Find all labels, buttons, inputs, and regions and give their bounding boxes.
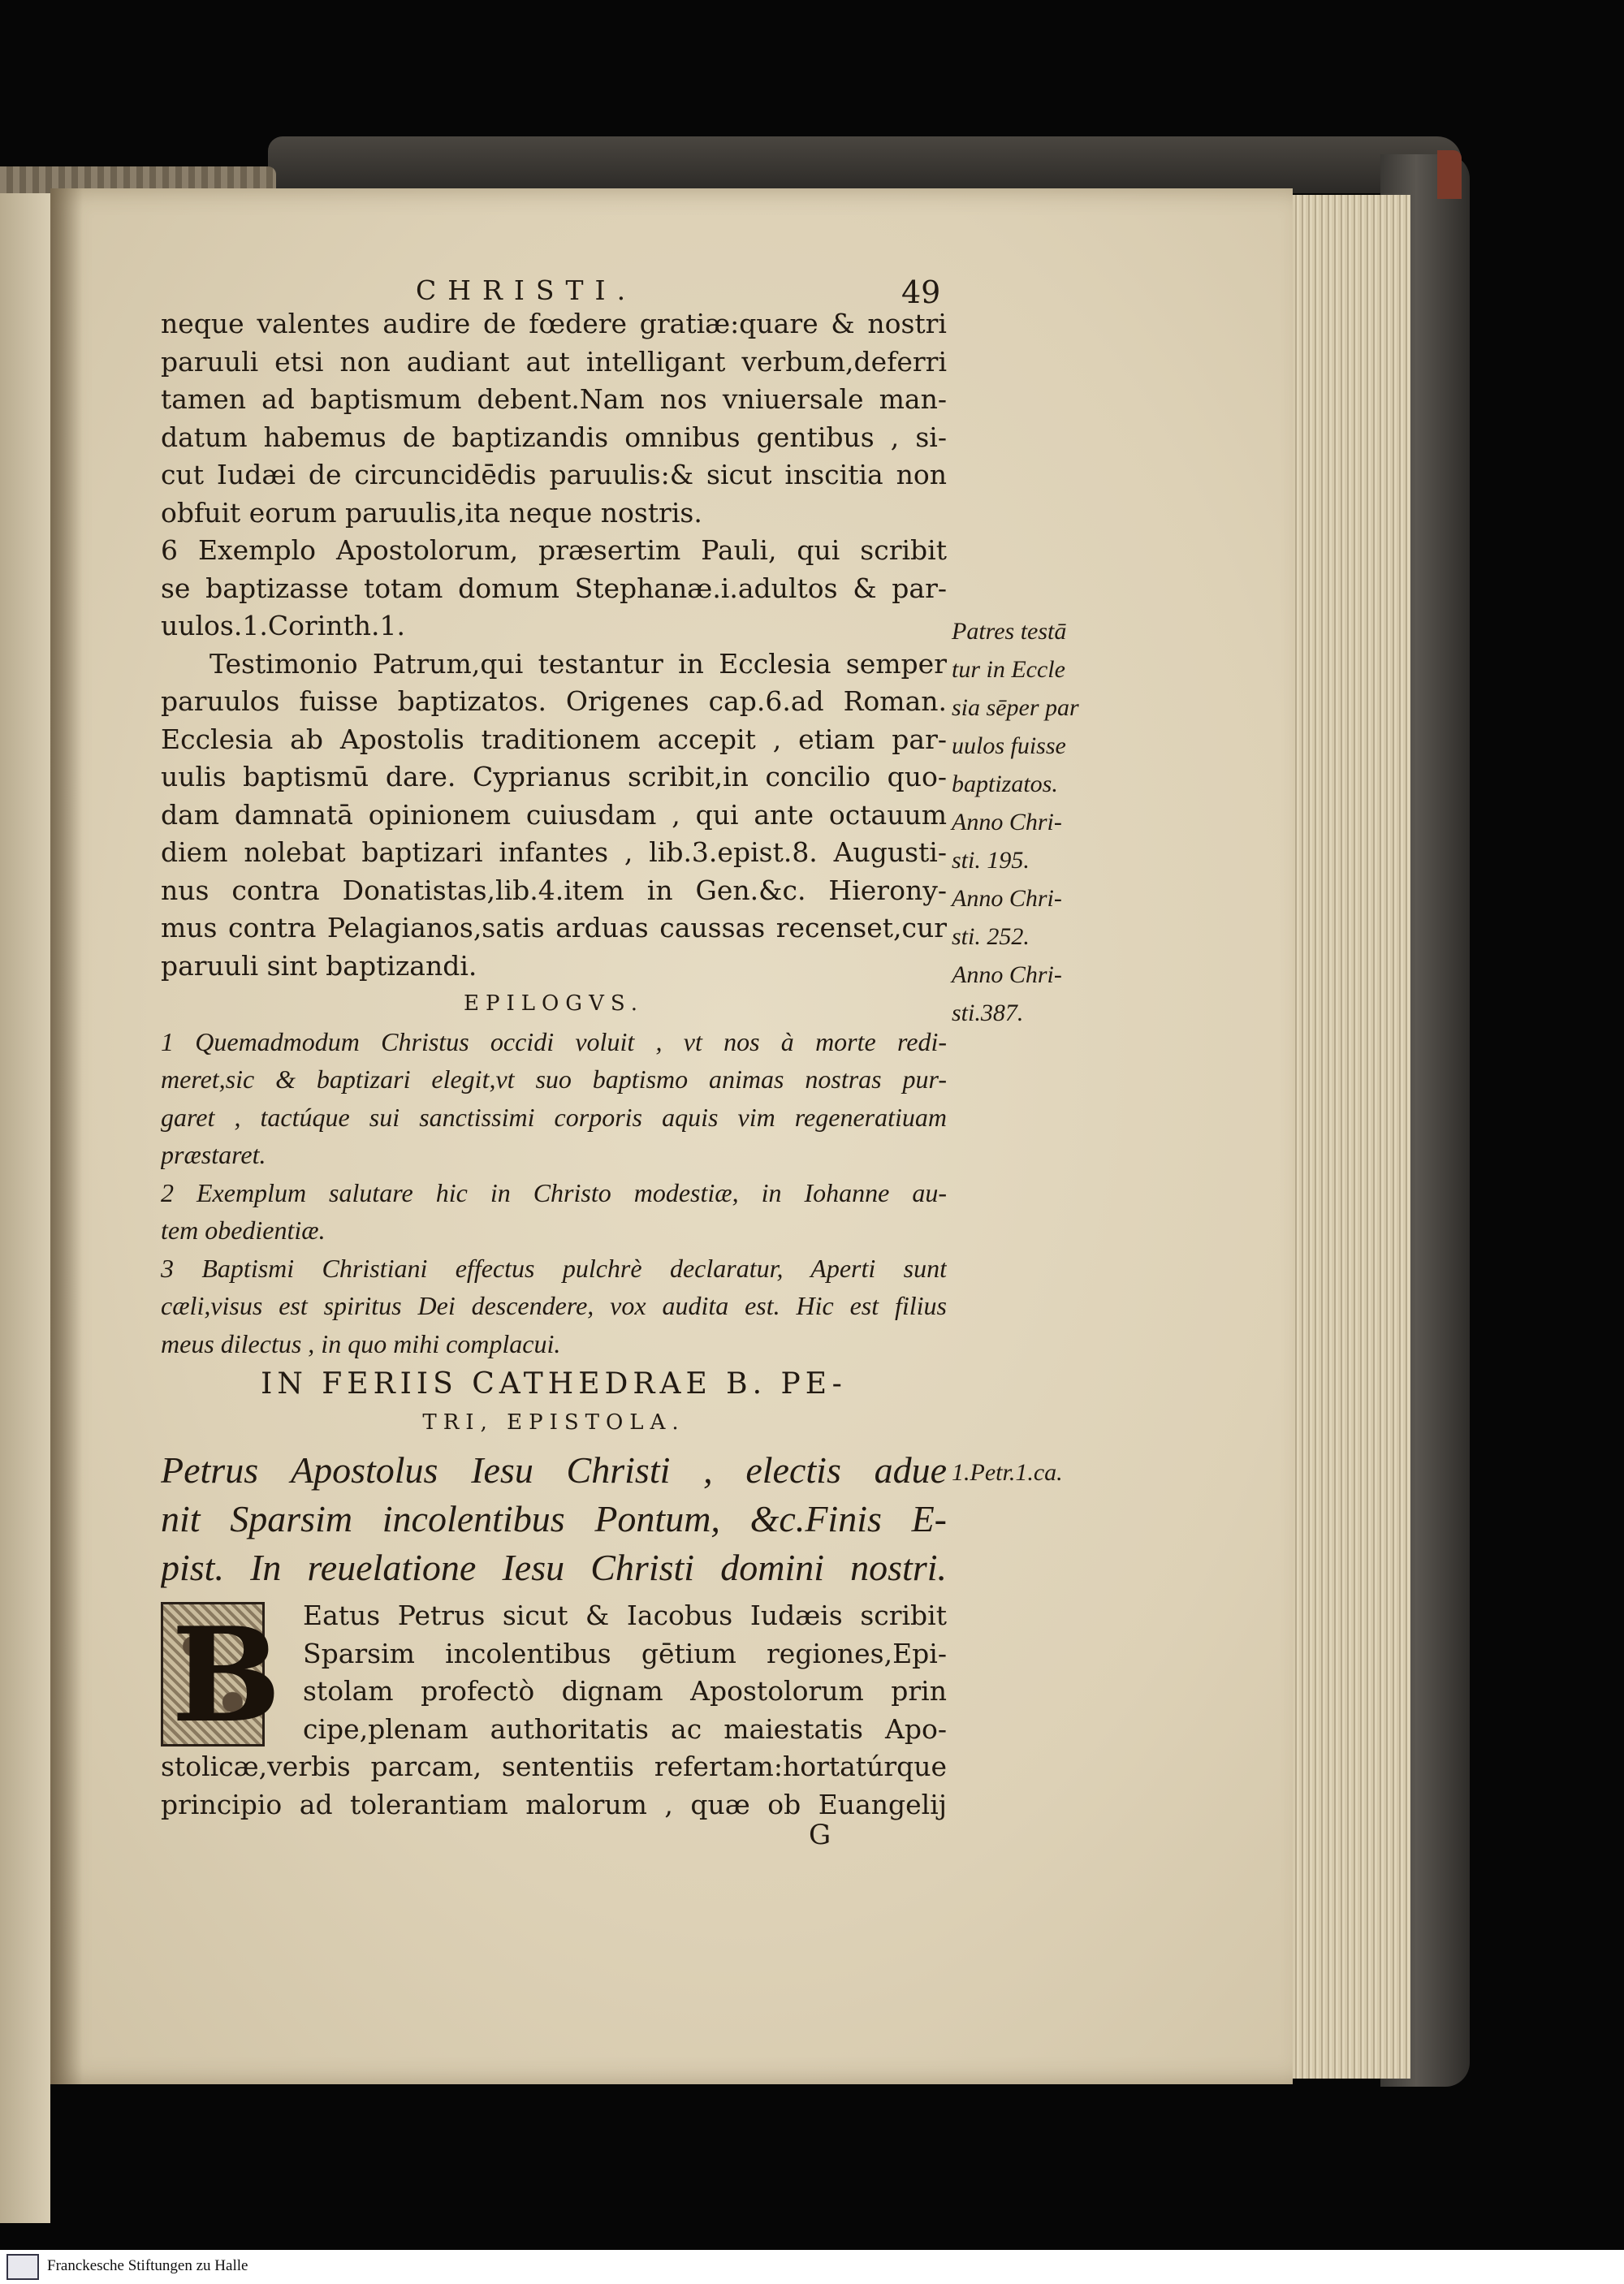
book-cover-top [268, 136, 1462, 193]
text-line: Sparsim incolentibus gētium regiones,Epi- [303, 1637, 947, 1669]
running-head: CHRISTI. [416, 274, 637, 306]
pericope-line: Petrus Apostolus Iesu Christi , electis adue [161, 1449, 947, 1491]
text-line: stolam profectò dignam Apostolorum prin [303, 1675, 947, 1707]
margin-scripture-ref: 1.Petr.1.ca. [952, 1459, 1063, 1486]
margin-note-line: tur in Eccle [952, 656, 1065, 683]
text-line: Ecclesia ab Apostolis traditionem accepit , etiam par- [161, 723, 947, 755]
epilogus-heading: EPILOGVS. [463, 991, 645, 1016]
text-line: se baptizasse totam domum Stephanæ.i.adultos & par- [161, 572, 947, 604]
epilogus-line: meret,sic & baptizari elegit,vt suo baptismo animas nostras pur- [161, 1064, 947, 1094]
text-line: obfuit eorum paruulis,ita neque nostris. [161, 496, 702, 529]
catchword: G [809, 1819, 831, 1851]
text-line: neque valentes audire de fœdere gratiæ:quare & nostri [161, 308, 947, 339]
text-line: paruuli etsi non audiant aut intelligant verbum,deferri [161, 345, 947, 378]
page-number: 49 [901, 274, 941, 310]
margin-note-line: Anno Chri- [952, 961, 1062, 988]
epilogus-line: garet , tactúque sui sanctissimi corporis aquis vim regeneratiuam [161, 1102, 947, 1132]
margin-note-line: sti. 252. [952, 923, 1030, 950]
decorated-initial [161, 1599, 282, 1751]
gutter-shadow [50, 188, 83, 2084]
margin-note-line: Anno Chri- [952, 885, 1062, 912]
page-fore-edges [1291, 195, 1410, 2079]
epilogus-line: meus dilectus , in quo mihi complacui. [161, 1328, 561, 1358]
epilogus-line: 1 Quemadmodum Christus occidi voluit , vt nos à morte redi- [161, 1026, 947, 1056]
marginal-notes [952, 612, 1079, 1032]
section-subtitle: TRI, EPISTOLA. [422, 1410, 685, 1435]
epilogus-line: 2 Exemplum salutare hic in Christo modestiæ, in Iohanne au- [161, 1177, 947, 1207]
text-line: cut Iudæi de circuncidēdis paruulis:& sicut inscitia non [161, 459, 947, 490]
text-line: datum habemus de baptizandis omnibus gentibus , si- [161, 421, 947, 453]
margin-note-line: sti.387. [952, 1000, 1024, 1026]
institution-logo-icon [6, 2254, 39, 2280]
margin-note-line: Anno Chri- [952, 809, 1062, 835]
epilogus-line: tem obedientiæ. [161, 1215, 326, 1245]
section-title: IN FERIIS CATHEDRAE B. PE- [261, 1367, 847, 1401]
margin-note-line: sti. 195. [952, 847, 1030, 874]
opening-paragraph [161, 1597, 947, 1824]
left-page-edge [0, 193, 50, 2223]
text-line: principio ad tolerantiam malorum , quæ ob Euangelij [161, 1788, 947, 1820]
epilogus-line: cæli,visus est spiritus Dei descendere, vox audita est. Hic est filius [161, 1291, 947, 1320]
pericope-line: nit Sparsim incolentibus Pontum, &c.Finis E- [161, 1498, 947, 1539]
text-line: diem nolebat baptizari infantes , lib.3.epist.8. Augusti- [161, 836, 947, 868]
text-line: cipe,plenam authoritatis ac maiestatis Apo- [303, 1712, 947, 1745]
text-line: paruuli sint baptizandi. [161, 949, 477, 982]
text-line: paruulos fuisse baptizatos. Origenes cap.6.ad Roman. [161, 685, 947, 717]
epilogus-line: 3 Baptismi Christiani effectus pulchrè declaratur, Aperti sunt [161, 1253, 947, 1283]
main-text-block [161, 305, 947, 1824]
text-line: uulis baptismū dare. Cyprianus scribit,in concilio quo- [161, 761, 947, 792]
text-line: Testimonio Patrum,qui testantur in Ecclesia semper [209, 647, 947, 680]
pericope-line: pist. In reuelatione Iesu Christi domini nostri. [161, 1547, 947, 1588]
text-line: Eatus Petrus sicut & Iacobus Iudæis scribit [303, 1600, 947, 1631]
margin-note-line: Patres testā [952, 618, 1067, 645]
text-line: stolicæ,verbis parcam, sententiis refertam:hortatúrque [161, 1751, 947, 1782]
cover-edge [1437, 150, 1462, 199]
text-line: tamen ad baptismum debent.Nam nos vniuersale man- [161, 383, 947, 415]
margin-note-line: uulos fuisse [952, 732, 1066, 759]
text-line: dam damnatā opinionem cuiusdam , qui ante octauum [161, 798, 947, 831]
text-line: 6 Exemplo Apostolorum, præsertim Pauli, qui scribit [161, 534, 947, 566]
text-line: mus contra Pelagianos,satis arduas caussas recenset,cur [161, 912, 947, 943]
initial-letter: B [171, 1599, 282, 1751]
margin-note-line: sia sēper par [952, 694, 1079, 721]
epilogus-line: præstaret. [161, 1140, 266, 1169]
footer-credit: Franckesche Stiftungen zu Halle [47, 2257, 248, 2274]
text-line: nus contra Donatistas,lib.4.item in Gen.&c. Hierony- [161, 874, 947, 906]
margin-note-line: baptizatos. [952, 771, 1058, 797]
text-line: uulos.1.Corinth.1. [161, 610, 406, 641]
